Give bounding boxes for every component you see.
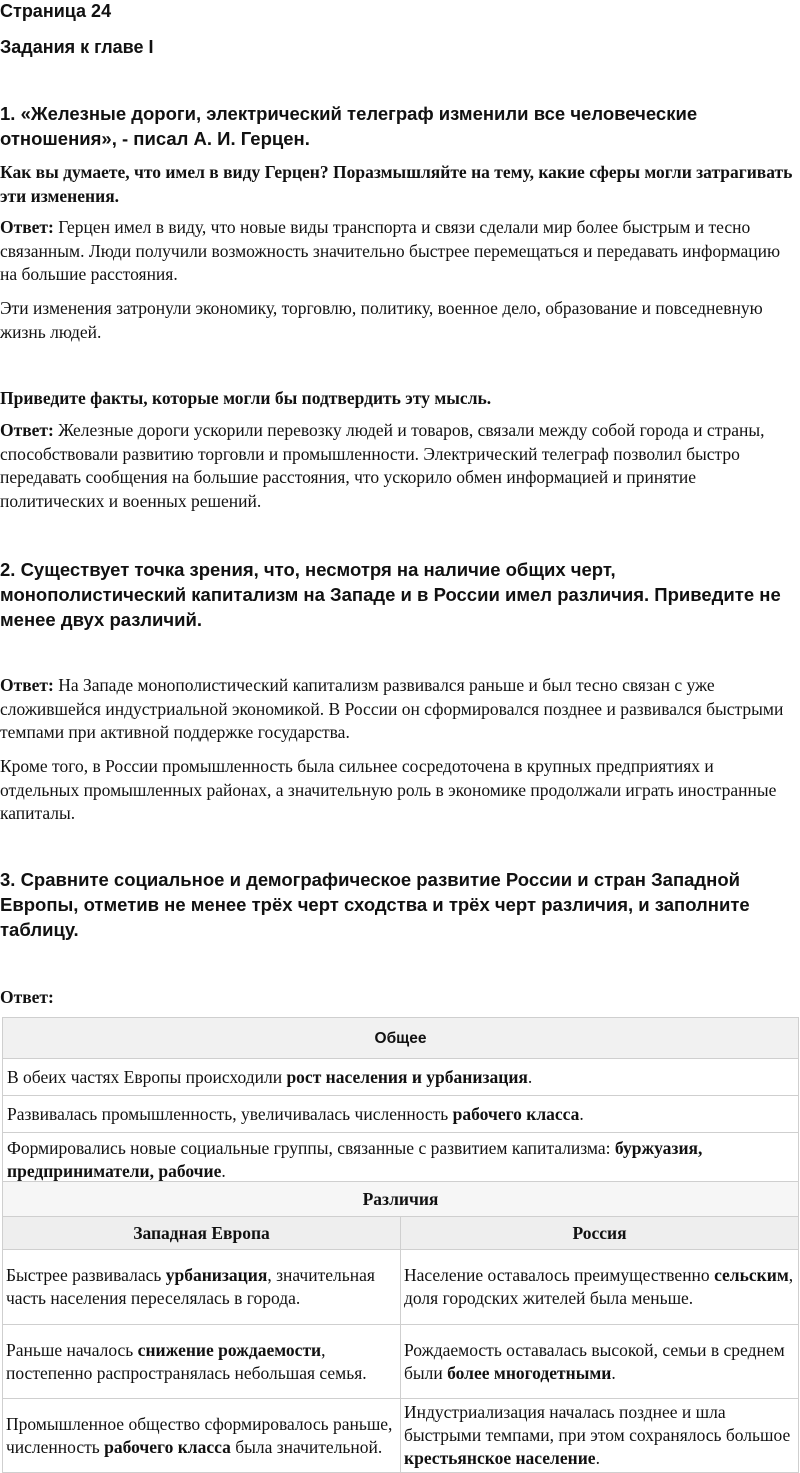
table-cell: Развивалась промышленность, увеличивалась численность рабочего класса. (3, 1096, 799, 1133)
answer-label: Ответ: (0, 675, 54, 695)
column-header-west: Западная Европа (3, 1217, 401, 1250)
answer-text: Железные дороги ускорили перевозку людей и товаров, связали между собой города и страны, способствовали развитию торговли и промышленности. Электрический телеграф позволил быстро передавать сообщения на большие расстояния, что ускорило обмен информацией и принятие политических и военных решений. (0, 420, 765, 511)
differences-table (2, 1181, 799, 1473)
differences-table-title: Различия (3, 1182, 799, 1217)
table-row (3, 1325, 799, 1399)
task1-answer-1 (0, 216, 795, 287)
table-cell-russia: Индустриализация началась позднее и шла быстрыми темпами, при этом сохранялось большое крестьянское население. (401, 1399, 799, 1473)
task2-heading: 2. Существует точка зрения, что, несмотря на наличие общих черт, монополистический капитализм на Западе и в России имел различия. Приведите не менее двух различий. (0, 559, 781, 630)
page-title: Страница 24 (0, 1, 112, 21)
task1-heading: 1. «Железные дороги, электрический телеграф изменили все человеческие отношения», - писал А. И. Герцен. (0, 103, 698, 149)
table-cell: В обеих частях Европы происходили рост населения и урбанизация. (3, 1059, 799, 1096)
table-cell-russia: Рождаемость оставалась высокой, семьи в среднем были более многодетными. (401, 1325, 799, 1399)
table-row (3, 1250, 799, 1325)
table-row (3, 1059, 799, 1096)
task1-question-1: Как вы думаете, что имел в виду Герцен? Поразмышляйте на тему, какие сферы могли затрагивать эти изменения. (0, 162, 793, 206)
task3-heading: 3. Сравните социальное и демографическое развитие России и стран Западной Европы, отметив не менее трёх черт сходства и трёх черт различия, и заполните таблицу. (0, 869, 750, 940)
common-table (2, 1017, 799, 1188)
answer-text: На Западе монополистический капитализм развивался раньше и был тесно связан с уже сложившейся индустриальной экономикой. В России он сформировался позднее и развивался быстрыми темпами при активной поддержке государства. (0, 675, 784, 742)
task1-answer-1b: Эти изменения затронули экономику, торговлю, политику, военное дело, образование и повседневную жизнь людей. (0, 298, 763, 342)
task2-answer-1 (0, 674, 795, 745)
answer-label: Ответ: (0, 217, 54, 237)
task1-answer-2 (0, 419, 795, 513)
table-row (3, 1399, 799, 1473)
task2-answer-2: Кроме того, в России промышленность была сильнее сосредоточена в крупных предприятиях и отдельных промышленных районах, а значительную роль в экономике продолжали играть иностранные капиталы. (0, 756, 777, 823)
table-cell-russia: Население оставалось преимущественно сельским, доля городских жителей была меньше. (401, 1250, 799, 1325)
common-table-header: Общее (3, 1018, 799, 1059)
table-row (3, 1133, 799, 1188)
table-cell: Формировались новые социальные группы, связанные с развитием капитализма: буржуазия, предприниматели, рабочие. (3, 1133, 799, 1188)
table-cell-west: Промышленное общество сформировалось раньше, численность рабочего класса была значительной. (3, 1399, 401, 1473)
answer-text: Герцен имел в виду, что новые виды транспорта и связи сделали мир более быстрым и тесно связанным. Люди получили возможность значительно быстрее перемещаться и передавать информацию на большие расстояния. (0, 217, 781, 284)
table-cell-west: Быстрее развивалась урбанизация, значительная часть населения переселялась в города. (3, 1250, 401, 1325)
task1-question-2: Приведите факты, которые могли бы подтвердить эту мысль. (0, 388, 492, 408)
table-row (3, 1096, 799, 1133)
table-cell-west: Раньше началось снижение рождаемости, постепенно распространялась небольшая семья. (3, 1325, 401, 1399)
task3-answer-label: Ответ: (0, 987, 54, 1007)
column-header-russia: Россия (401, 1217, 799, 1250)
answer-label: Ответ: (0, 420, 54, 440)
chapter-title: Задания к главе I (0, 37, 154, 57)
